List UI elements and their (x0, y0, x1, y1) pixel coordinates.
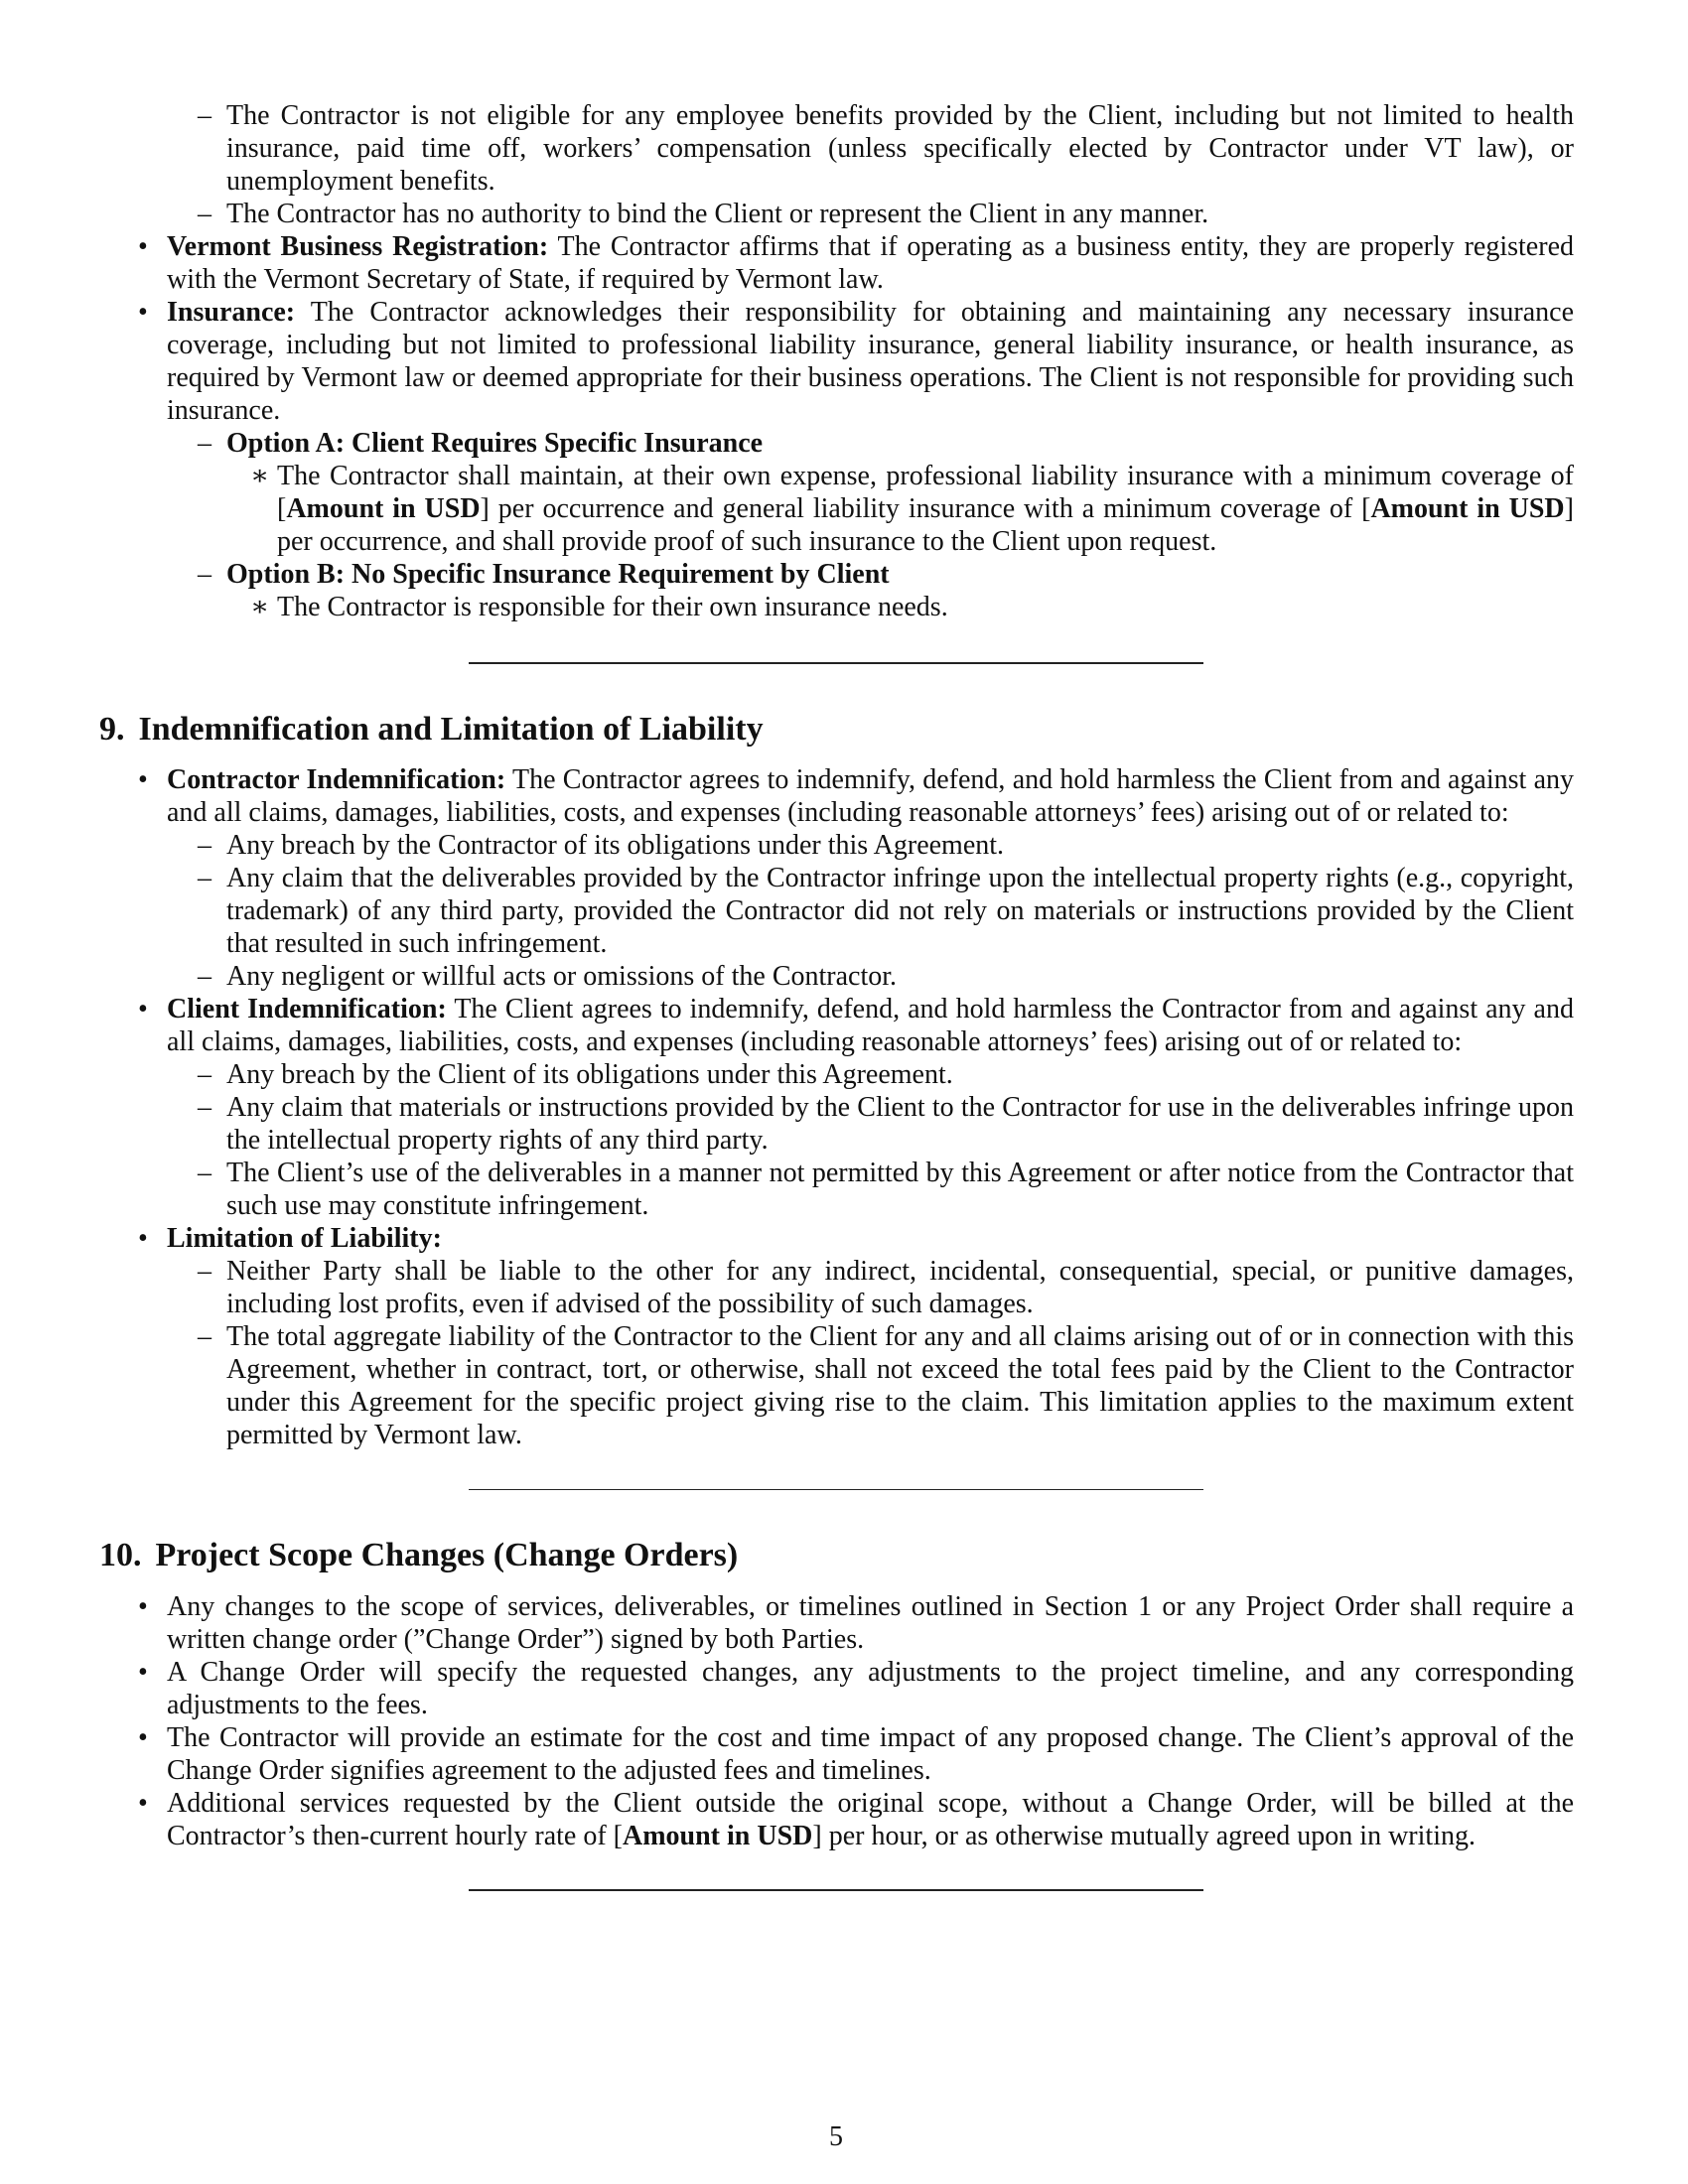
list-item (226, 862, 1574, 960)
item-text: The Contractor acknowledges their responsibility for obtaining and maintaining any necessary insurance coverage, including but not limited to professional liability insurance, general liability insurance, or health insurance, as required by Vermont law or deemed appropriate for their business operations. The Client is not responsible for providing such insurance. (167, 297, 1575, 426)
vermont-registration-item (167, 230, 1574, 296)
document-content (0, 99, 1688, 1891)
item-text: ] per hour, or as otherwise mutually agreed upon in writing. (812, 1821, 1476, 1851)
option-a-clause (277, 460, 1574, 558)
amount-placeholder: Amount in USD (1370, 493, 1565, 524)
option-title: Option B: No Specific Insurance Requirement by Client (226, 559, 890, 590)
clause-text: Any negligent or willful acts or omissions of the Contractor. (226, 960, 898, 992)
list-item (226, 1058, 1574, 1091)
amount-placeholder: Amount in USD (286, 493, 481, 524)
section-title: Indemnification and Limitation of Liability (138, 710, 764, 748)
section-divider (469, 662, 1203, 664)
item-label: Contractor Indemnification: (167, 763, 506, 795)
clause-text: The Contractor has no authority to bind the Client or represent the Client in any manner. (226, 199, 1209, 229)
item-label: Insurance: (167, 297, 296, 328)
list-item (167, 1590, 1574, 1656)
list-item (226, 1091, 1574, 1157)
clause-text: The Contractor is not eligible for any employee benefits provided by the Client, including but not limited to health insurance, paid time off, workers’ compensation (unless specifically elected by Contractor under VT law), or unemployment benefits. (226, 100, 1574, 197)
clause-text: Neither Party shall be liable to the other for any indirect, incidental, consequential, special, or punitive damages, including lost profits, even if advised of the possibility of such damages. (226, 1255, 1574, 1319)
clause-text: Any claim that materials or instructions provided by the Client to the Contractor for use in the deliverables infringe upon the intellectual property rights of any third party. (226, 1091, 1574, 1156)
item-text: The Contractor affirms that if operating as a business entity, they are properly registered with the Vermont Secretary of State, if required by Vermont law. (167, 231, 1574, 295)
item-text: The Contractor agrees to indemnify, defend, and hold harmless the Client from and against any and all claims, damages, liabilities, costs, and expenses (including reasonable attorneys’ fees) arising out of or related to: (167, 763, 1575, 828)
section-title: Project Scope Changes (Change Orders) (155, 1537, 739, 1573)
clause-text: The Client’s use of the deliverables in a manner not permitted by this Agreement or after notice from the Contractor that such use may constitute infringement. (226, 1157, 1574, 1221)
clause-text: Any breach by the Client of its obligations under this Agreement. (226, 1058, 953, 1090)
clause-text: The total aggregate liability of the Contractor to the Client for any and all claims arising out of or in connection with this Agreement, whether in contract, tort, or otherwise, shall not exceed the total fees paid by the Client to the Contractor under this Agreement for the specific project giving rise to the claim. This limitation applies to the maximum extent permitted by Vermont law. (226, 1320, 1574, 1450)
section-number: 9. (99, 710, 125, 748)
clause-text: Any breach by the Contractor of its obligations under this Agreement. (226, 829, 1005, 861)
item-text: A Change Order will specify the requested changes, any adjustments to the project timeline, and any corresponding adjustments to the fees. (167, 1657, 1574, 1720)
list-item (226, 1320, 1574, 1451)
list-item (167, 1721, 1574, 1787)
item-label: Limitation of Liability: (167, 1222, 442, 1254)
list-item (226, 1157, 1574, 1222)
clause-text: ] per occurrence and general liability insurance with a minimum coverage of [ (480, 493, 1371, 524)
limitation-of-liability-item (167, 1222, 1574, 1255)
clause-text: ] per occurrence, and shall provide proof of such insurance to the Client upon request. (277, 493, 1574, 557)
list-item (226, 829, 1574, 862)
section-divider (469, 1489, 1203, 1491)
clause-text: Any claim that the deliverables provided by the Contractor infringe upon the intellectual property rights (e.g., copyright, trademark) of any third party, provided the Contractor did not rely on materials or instructions provided by the Client that resulted in such infringement. (226, 862, 1574, 959)
option-title: Option A: Client Requires Specific Insurance (226, 428, 764, 459)
section-10-heading (99, 1536, 1688, 1575)
section-9-heading (99, 710, 1688, 750)
clause-text: The Contractor is responsible for their own insurance needs. (277, 592, 948, 622)
employee-benefits-clause (226, 99, 1574, 198)
item-text: The Contractor will provide an estimate for the cost and time impact of any proposed change. The Client’s approval of the Change Order signifies agreement to the adjusted fees and timelines. (167, 1722, 1574, 1786)
page-number: 5 (829, 2121, 843, 2152)
option-a-heading (226, 427, 1574, 460)
list-item (167, 1656, 1574, 1721)
option-b-clause (277, 591, 1574, 623)
option-b-heading (226, 558, 1574, 591)
amount-placeholder: Amount in USD (622, 1821, 813, 1851)
insurance-item (167, 296, 1574, 427)
list-item (226, 960, 1574, 993)
no-authority-clause (226, 198, 1574, 230)
item-label: Vermont Business Registration: (167, 231, 549, 262)
list-item (226, 1255, 1574, 1320)
client-indemnification-item (167, 993, 1574, 1058)
item-text: Additional services requested by the Client outside the original scope, without a Change Order, will be billed at the Contractor’s then-current hourly rate of [ (167, 1788, 1574, 1851)
item-label: Client Indemnification: (167, 993, 447, 1024)
section-number: 10. (99, 1537, 142, 1573)
clause-text: The Contractor shall maintain, at their own expense, professional liability insurance with a minimum coverage of [ (277, 461, 1574, 524)
section-divider (469, 1889, 1203, 1891)
item-text: Any changes to the scope of services, deliverables, or timelines outlined in Section 1 or any Project Order shall require a written change order (”Change Order”) signed by both Parties. (167, 1591, 1574, 1655)
additional-services-item (167, 1787, 1574, 1852)
item-text: The Client agrees to indemnify, defend, and hold harmless the Contractor from and against any and all claims, damages, liabilities, costs, and expenses (including reasonable attorneys’ fees) arising out of or related to: (167, 993, 1574, 1057)
contractor-indemnification-item (167, 763, 1574, 829)
